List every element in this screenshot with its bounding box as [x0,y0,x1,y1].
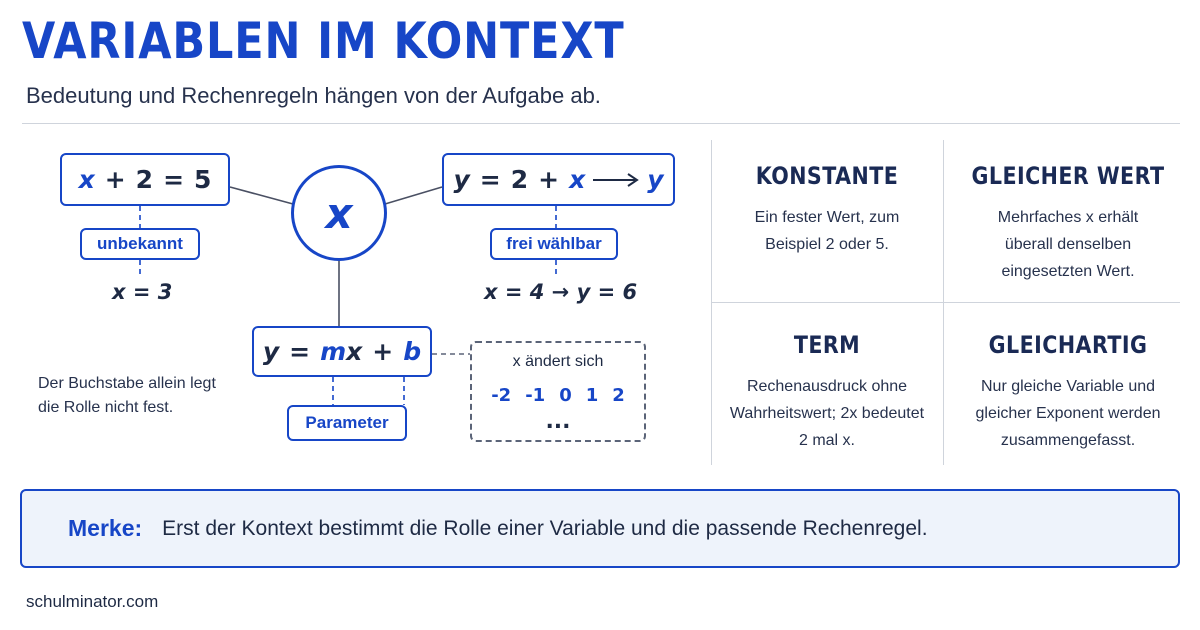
values-box [470,341,646,442]
result-function: x = 4 → y = 6 [484,280,638,304]
value-item: 0 [559,385,572,406]
tag-parameter: Parameter [287,405,407,441]
card-title: KONSTANTE [755,162,899,190]
card-text: Mehrfaches x erhält überall denselben eingesetzten Wert. [997,209,1139,280]
card-title: GLEICHER WERT [971,162,1165,190]
merke-box [20,489,1180,568]
values-ellipsis: ... [545,409,571,434]
merke-label: Merke: [68,515,143,541]
page-title: VARIABLEN IM KONTEXT [22,12,625,70]
merke-text: Erst der Kontext bestimmt die Rolle einer Variable und die passende Rechenregel. [162,516,928,540]
card-title: GLEICHARTIG [988,331,1148,359]
connector-right [385,187,442,204]
card-title: TERM [793,331,861,359]
equation-function: y = 2 + x y [442,153,675,206]
card-text: Ein fester Wert, zum Beispiel 2 oder 5. [754,209,900,253]
values-list [472,385,644,406]
card-gleichartig [944,331,1192,454]
header-divider [22,123,1180,124]
value-item: -1 [525,385,546,406]
value-item: -2 [491,385,512,406]
values-label: x ändert sich [512,353,604,370]
equation-linear: y = m x + b [252,326,432,377]
card-text: Rechenausdruck ohne Wahrheitswert; 2x bedeutet 2 mal x. [729,378,925,449]
card-term [712,331,942,454]
result-unknown: x = 3 [112,280,173,304]
page-subtitle: Bedeutung und Rechenregeln hängen von der Aufgabe ab. [26,83,601,108]
card-konstante [712,162,942,258]
tag-unbekannt: unbekannt [80,228,200,260]
card-text: Nur gleiche Variable und gleicher Exponent werden zusammengefasst. [975,378,1161,449]
value-item: 2 [612,385,625,406]
grid-divider-horizontal [711,302,1180,303]
footer-source: schulminator.com [26,592,159,611]
arrow-right-icon [591,172,641,188]
diagram-note: Der Buchstabe allein legt die Rolle nicht fest. [38,375,216,416]
equation-unknown: x + 2 = 5 [60,153,230,206]
connector-left [230,187,293,204]
card-gleicher-wert [944,162,1192,285]
variable-circle: x [291,165,387,261]
value-item: 1 [585,385,599,406]
tag-frei-waehlbar: frei wählbar [490,228,618,260]
